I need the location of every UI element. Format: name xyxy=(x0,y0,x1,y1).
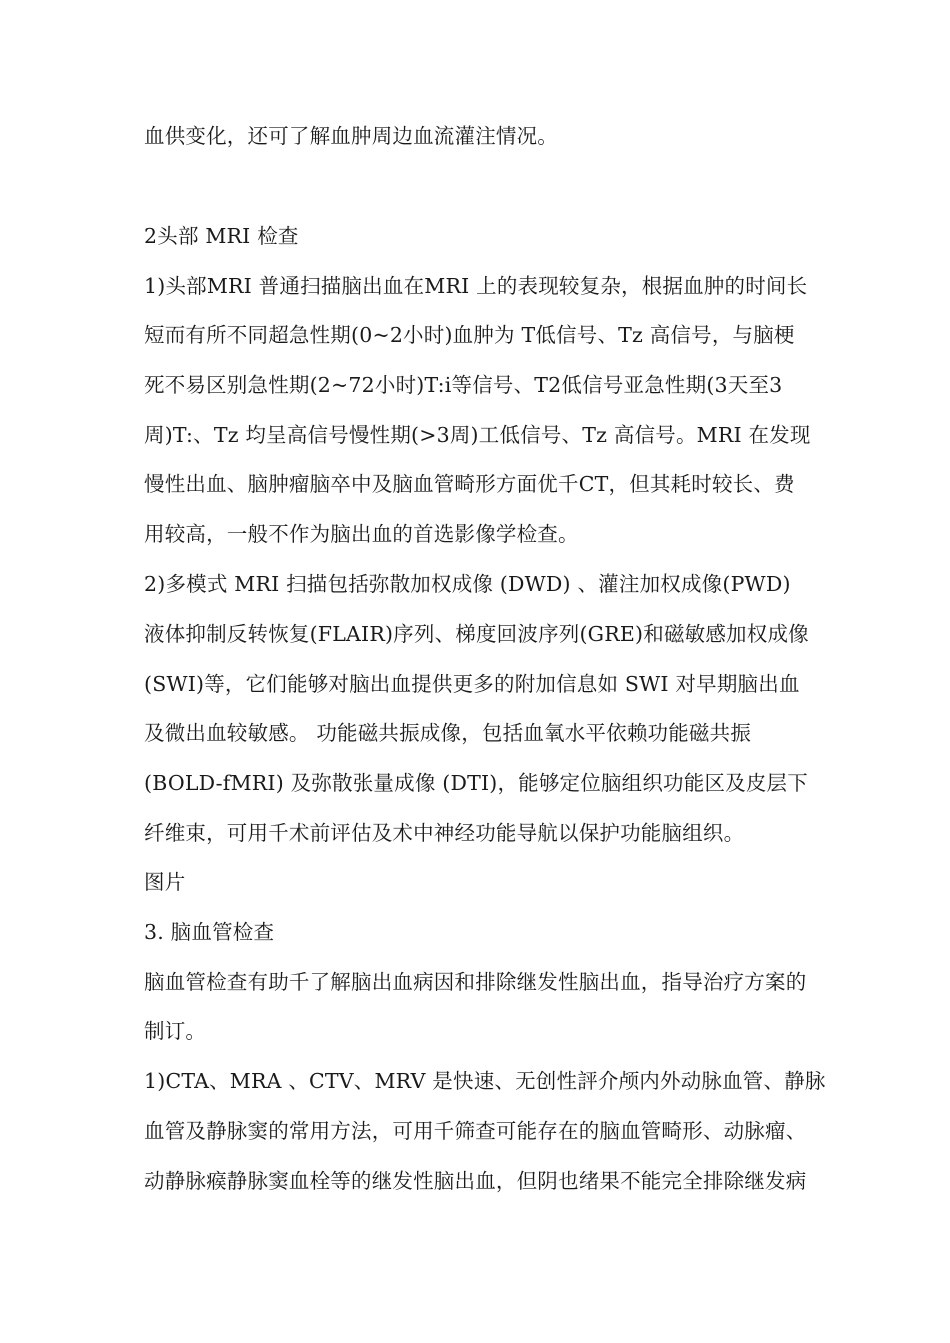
paragraph-line: 液体抑制反转恢复(FLAIR)序列、梯度回波序列(GRE)和磁敏感加权成像 xyxy=(144,622,809,646)
paragraph-line: 纤维束，可用千术前评估及术中神经功能导航以保护功能脑组织。 xyxy=(144,821,745,845)
paragraph-line: 1)CTA、MRA 、CTV、MRV 是快速、无创性評介颅内外动脉血管、静脉 xyxy=(144,1069,826,1093)
paragraph-line: 慢性出血、脑肿瘤脑卒中及脑血管畸形方面优千CT，但其耗时较长、费 xyxy=(144,472,795,496)
paragraph-line: 脑血管检查有助千了解脑出血病因和排除继发性脑出血，指导治疗方案的 xyxy=(144,970,807,994)
paragraph-line: 动静脉瘊静脉窦血栓等的继发性脑出血，但阴也绪果不能完全排除继发病 xyxy=(144,1169,807,1193)
paragraph-line: 制订。 xyxy=(144,1019,207,1043)
paragraph-line: 血供变化，还可了解血肿周边血流灌注情况。 xyxy=(144,124,558,148)
paragraph-line: (SWI)等，它们能够对脑出血提供更多的附加信息如 SWI 对早期脑出血 xyxy=(144,672,800,696)
paragraph-line: 死不易区别急性期(2~72小时)T:i等信号、T2低信号亚急性期(3天至3 xyxy=(144,373,783,397)
section-heading-mri: 2头部 MRI 检查 xyxy=(144,224,299,248)
paragraph-line: 用较高，一般不作为脑出血的首选影像学检查。 xyxy=(144,522,579,546)
figure-placeholder-label: 图片 xyxy=(144,870,186,894)
paragraph-line: 血管及静脉窦的常用方法，可用千筛查可能存在的脑血管畸形、动脉瘤、 xyxy=(144,1119,807,1143)
section-heading-cerebrovascular: 3. 脑血管检查 xyxy=(144,920,275,944)
paragraph-line: 及微出血较敏感。 功能磁共振成像，包括血氧水平依赖功能磁共振 xyxy=(144,721,752,745)
paragraph-line: (BOLD-fMRI) 及弥散张量成像 (DTI)，能够定位脑组织功能区及皮层下 xyxy=(144,771,808,795)
paragraph-line: 2)多模式 MRI 扫描包括弥散加权成像 (DWD) 、灌注加权成像(PWD) xyxy=(144,572,791,596)
paragraph-line: 短而有所不同超急性期(0~2小时)血肿为 T低信号、Tz 高信号，与脑梗 xyxy=(144,323,795,347)
paragraph-line: 周)T:、Tz 均呈高信号慢性期(>3周)工低信号、Tz 高信号。MRI 在发现 xyxy=(144,423,811,447)
paragraph-line: 1)头部MRI 普通扫描脑出血在MRI 上的表现较复杂，根据血肿的时间长 xyxy=(144,274,808,298)
